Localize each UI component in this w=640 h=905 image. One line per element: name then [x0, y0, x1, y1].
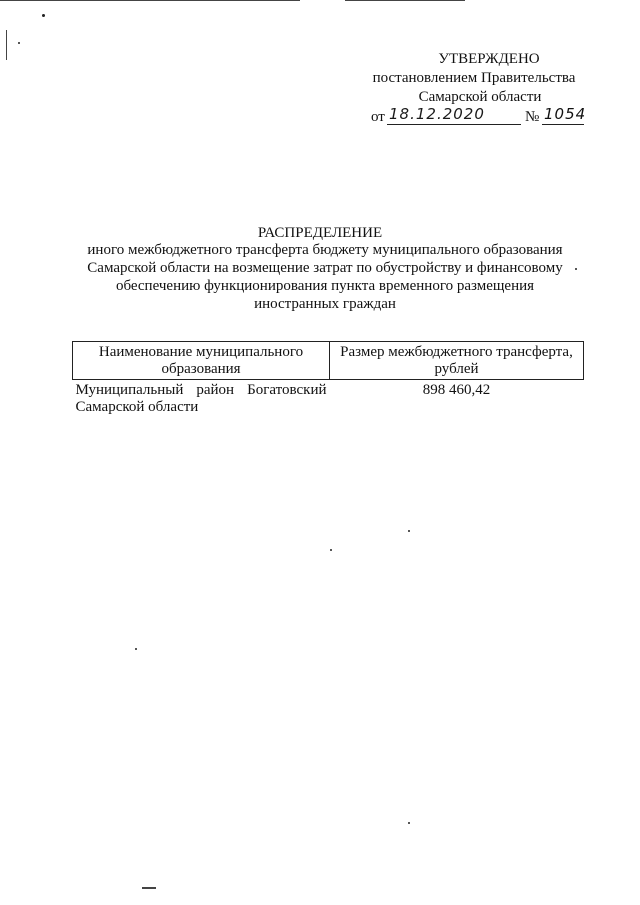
approval-date-line: [340, 107, 600, 129]
scan-speck: [408, 822, 410, 824]
column-header-municipality: Наименование муниципального образования: [73, 342, 330, 380]
table-header-row: [73, 342, 584, 380]
approval-number: 1054: [544, 105, 587, 123]
document-title: РАСПРЕДЕЛЕНИЕ: [257, 225, 383, 241]
transfer-amount: 898 460,42: [422, 382, 491, 398]
name-word: район: [196, 382, 235, 398]
date-underline: [387, 124, 521, 125]
subtitle-line: Самарской области на возмещение затрат по обустройству и финансовому: [87, 260, 563, 276]
distribution-table: [72, 341, 584, 416]
scan-border-top-right: [345, 0, 465, 1]
approval-date: 18.12.2020: [389, 105, 485, 123]
number-label: №: [525, 109, 540, 125]
approval-line: постановлением Правительства: [372, 70, 576, 86]
approval-heading: УТВЕРЖДЕНО: [438, 51, 540, 67]
scan-border-left: [6, 30, 7, 60]
name-word: Богатовский: [247, 382, 327, 398]
column-header-amount: Размер межбюджетного трансферта, рублей: [330, 342, 584, 380]
scan-speck: [42, 14, 45, 17]
scan-border-top: [0, 0, 300, 1]
date-prefix: от: [371, 109, 385, 125]
scan-speck: [18, 42, 20, 44]
scan-speck: [135, 648, 137, 650]
subtitle-line: иностранных граждан: [254, 296, 396, 312]
municipality-name-line: Самарской области: [75, 399, 199, 415]
subtitle-line: иного межбюджетного трансферта бюджету муниципального образования: [87, 242, 563, 258]
scan-speck: [330, 549, 332, 551]
approval-line: Самарской области: [418, 89, 542, 105]
scan-mark: [142, 887, 156, 889]
approval-stamp: [340, 50, 600, 129]
municipality-name: [73, 380, 330, 417]
municipality-name-line: [76, 382, 327, 399]
table-row: [73, 380, 584, 417]
document-subtitle: [60, 241, 590, 313]
number-underline: [542, 124, 584, 125]
subtitle-line: обеспечению функционирования пункта временного размещения: [115, 278, 535, 294]
scan-speck: [408, 530, 410, 532]
name-word: Муниципальный: [75, 382, 184, 398]
